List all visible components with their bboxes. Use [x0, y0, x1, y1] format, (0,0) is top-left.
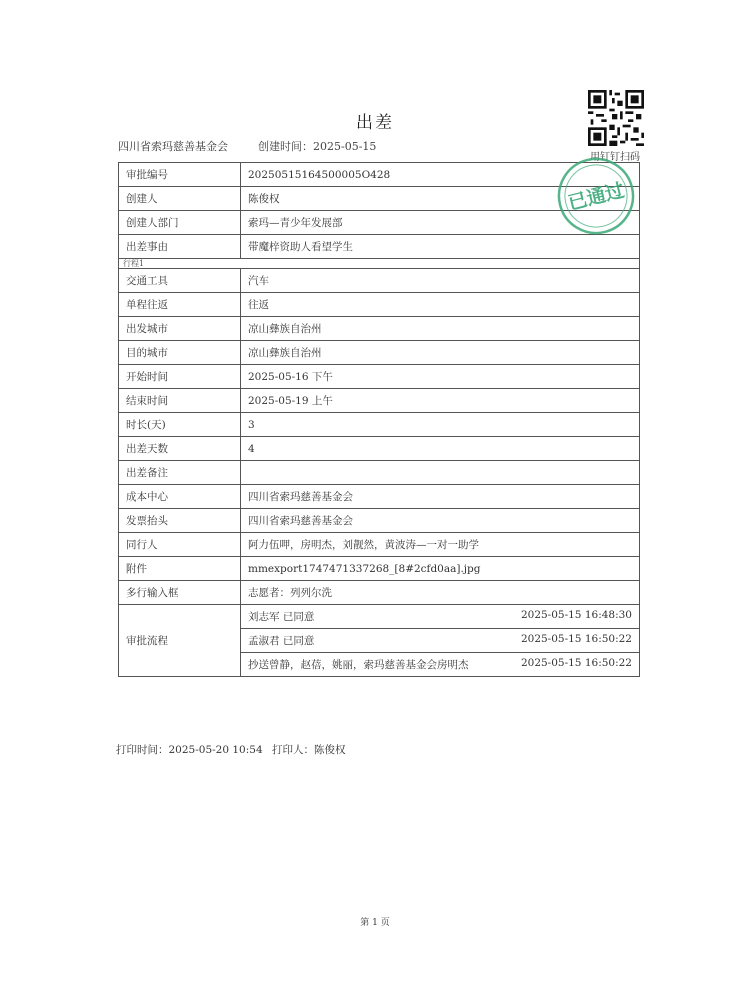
approval-flow-label: 审批流程 [119, 605, 241, 677]
departure-city-value: 凉山彝族自治州 [241, 317, 640, 341]
approval-number-value: 20250515164500005O428 [241, 163, 640, 187]
stamp-text: 已通过 [565, 179, 627, 215]
multiline-input-value: 志愿者：列列尔洗 [241, 581, 640, 605]
approval-step-time: 2025-05-15 16:50:22 [520, 633, 632, 645]
field-label: 审批编号 [119, 163, 241, 187]
field-label: 多行输入框 [119, 581, 241, 605]
created-time: 创建时间：2025-05-15 [258, 140, 377, 153]
page-number: 第 1 页 [360, 918, 390, 928]
printer-name: 打印人：陈俊权 [272, 744, 346, 756]
section-label: 行程1 [119, 259, 640, 269]
department-value: 索玛—青少年发展部 [241, 211, 640, 235]
field-label: 交通工具 [119, 269, 241, 293]
field-label: 出差事由 [119, 235, 241, 259]
table-row [119, 365, 640, 389]
field-label: 创建人部门 [119, 211, 241, 235]
approval-step-text: 刘志军 已同意 [248, 611, 315, 623]
field-label: 出发城市 [119, 317, 241, 341]
start-time-value: 2025-05-16 下午 [241, 365, 640, 389]
table-row [119, 317, 640, 341]
field-label: 创建人 [119, 187, 241, 211]
approval-form-table [118, 162, 640, 677]
trip-type-value: 往返 [241, 293, 640, 317]
transport-value: 汽车 [241, 269, 640, 293]
companions-value: 阿力伍呷，房明杰，刘靓然，黄波涛—一对一助学 [241, 533, 640, 557]
approval-step-time: 2025-05-15 16:50:22 [520, 657, 632, 669]
remark-value [241, 461, 640, 485]
approval-step-time: 2025-05-15 16:48:30 [520, 609, 632, 621]
destination-city-value: 凉山彝族自治州 [241, 341, 640, 365]
approval-row [119, 605, 640, 629]
field-label: 出差备注 [119, 461, 241, 485]
table-row [119, 581, 640, 605]
trip-days-value: 4 [241, 437, 640, 461]
duration-value: 3 [241, 413, 640, 437]
table-row [119, 533, 640, 557]
table-row [119, 557, 640, 581]
table-row [119, 461, 640, 485]
field-label: 结束时间 [119, 389, 241, 413]
qr-code-icon [588, 90, 644, 146]
cost-center-value: 四川省索玛慈善基金会 [241, 485, 640, 509]
field-label: 同行人 [119, 533, 241, 557]
qr-caption: 用钉钉扫码 [590, 152, 640, 163]
reason-value: 带魔梓资助人看望学生 [241, 235, 640, 259]
field-label: 开始时间 [119, 365, 241, 389]
table-row [119, 269, 640, 293]
approval-step [241, 653, 640, 677]
end-time-value: 2025-05-19 上午 [241, 389, 640, 413]
approval-step [241, 629, 640, 653]
print-time: 打印时间：2025-05-20 10:54 [116, 744, 263, 756]
field-label: 发票抬头 [119, 509, 241, 533]
approval-step-text: 孟淑君 已同意 [248, 635, 315, 647]
table-row [119, 485, 640, 509]
field-label: 出差天数 [119, 437, 241, 461]
table-row [119, 235, 640, 259]
field-label: 成本中心 [119, 485, 241, 509]
field-label: 时长(天) [119, 413, 241, 437]
invoice-title-value: 四川省索玛慈善基金会 [241, 509, 640, 533]
page-title: 出差 [356, 113, 394, 133]
approval-step [241, 605, 640, 629]
table-row [119, 293, 640, 317]
table-row [119, 509, 640, 533]
table-row [119, 437, 640, 461]
section-header-row [119, 259, 640, 269]
attachment-value: mmexport1747471337268_[8#2cfd0aa].jpg [241, 557, 640, 581]
table-row [119, 413, 640, 437]
field-label: 目的城市 [119, 341, 241, 365]
approval-step-text: 抄送曾静，赵蓓，姚丽，索玛慈善基金会房明杰 [248, 659, 469, 671]
table-row [119, 341, 640, 365]
field-label: 单程往返 [119, 293, 241, 317]
table-row [119, 389, 640, 413]
organization-name: 四川省索玛慈善基金会 [118, 140, 228, 153]
field-label: 附件 [119, 557, 241, 581]
creator-value: 陈俊权 [241, 187, 640, 211]
